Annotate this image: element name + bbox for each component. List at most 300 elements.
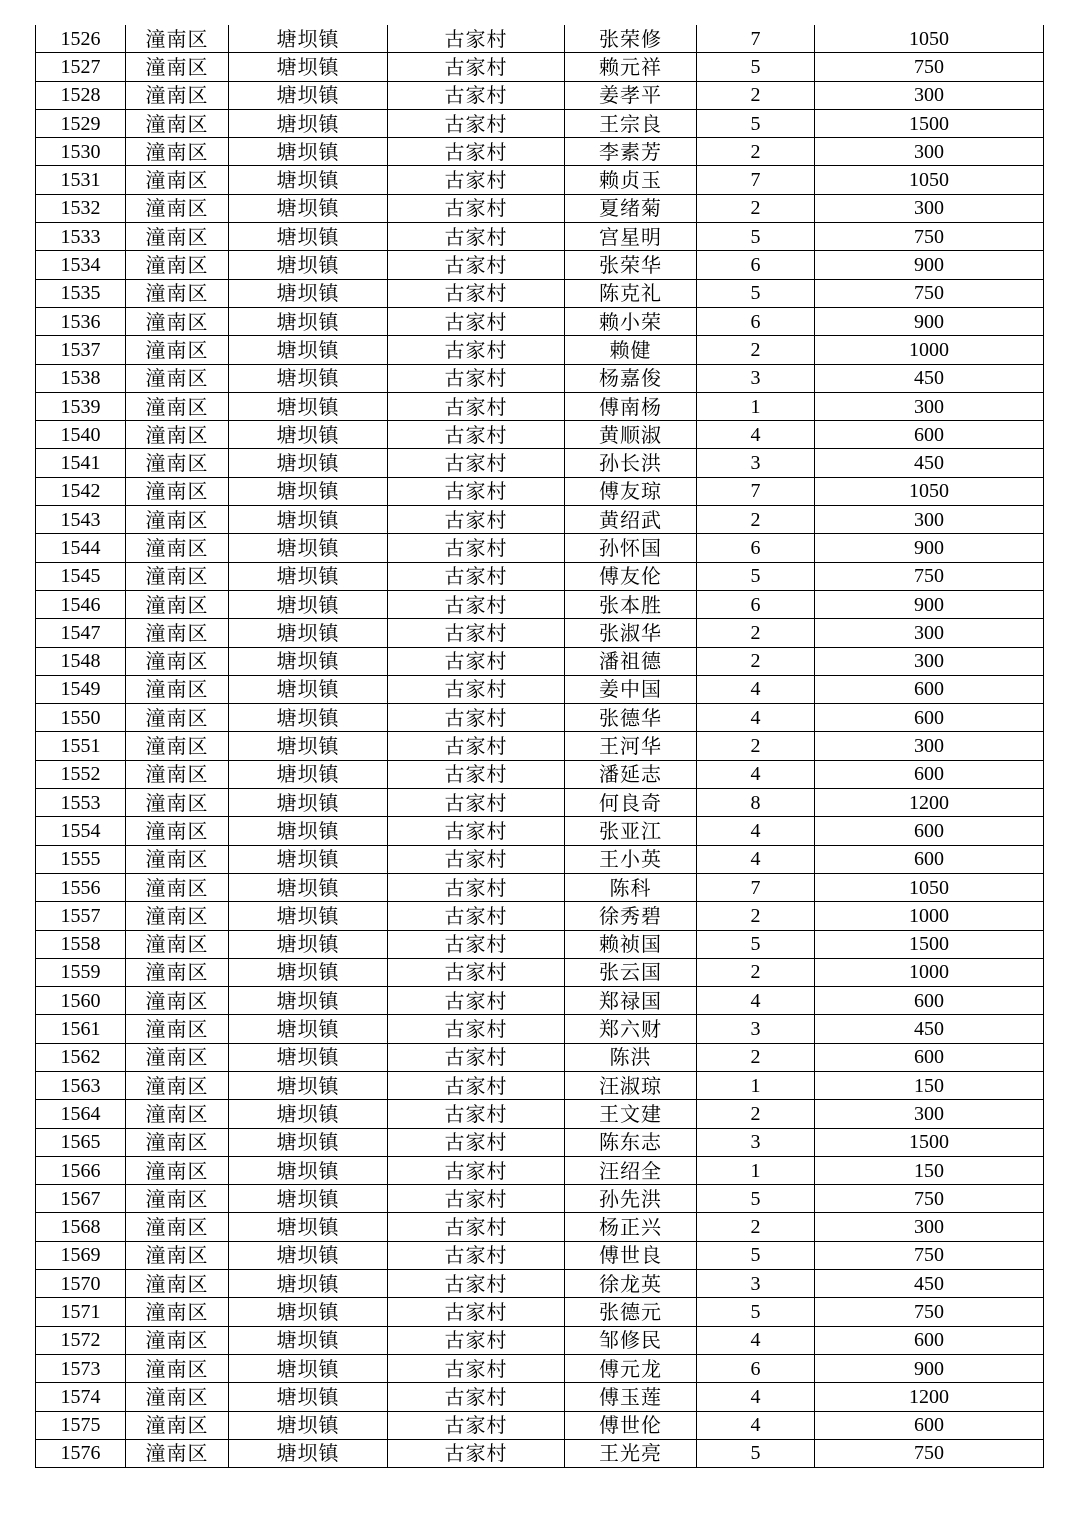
name-cell: 孙怀国 (565, 534, 697, 562)
village-cell: 古家村 (388, 1241, 565, 1269)
town-cell: 塘坝镇 (229, 562, 388, 590)
name-cell: 王光亮 (565, 1439, 697, 1467)
amount-cell: 1050 (815, 166, 1044, 194)
table-row (36, 1071, 1044, 1099)
household-size-cell: 4 (697, 1383, 815, 1411)
amount-cell: 1000 (815, 336, 1044, 364)
village-cell: 古家村 (388, 81, 565, 109)
table-row (36, 1128, 1044, 1156)
serial-number-cell: 1533 (36, 223, 126, 251)
name-cell: 王文建 (565, 1100, 697, 1128)
household-size-cell: 6 (697, 1354, 815, 1382)
town-cell: 塘坝镇 (229, 109, 388, 137)
village-cell: 古家村 (388, 817, 565, 845)
serial-number-cell: 1561 (36, 1015, 126, 1043)
name-cell: 傅世良 (565, 1241, 697, 1269)
serial-number-cell: 1531 (36, 166, 126, 194)
household-size-cell: 1 (697, 392, 815, 420)
name-cell: 陈东志 (565, 1128, 697, 1156)
name-cell: 张亚江 (565, 817, 697, 845)
village-cell: 古家村 (388, 477, 565, 505)
name-cell: 赖元祥 (565, 53, 697, 81)
village-cell: 古家村 (388, 1015, 565, 1043)
town-cell: 塘坝镇 (229, 590, 388, 618)
serial-number-cell: 1564 (36, 1100, 126, 1128)
serial-number-cell: 1550 (36, 704, 126, 732)
amount-cell: 900 (815, 1354, 1044, 1382)
district-cell: 潼南区 (126, 1439, 229, 1467)
amount-cell: 1500 (815, 930, 1044, 958)
town-cell: 塘坝镇 (229, 534, 388, 562)
name-cell: 陈洪 (565, 1043, 697, 1071)
village-cell: 古家村 (388, 392, 565, 420)
serial-number-cell: 1542 (36, 477, 126, 505)
district-cell: 潼南区 (126, 1213, 229, 1241)
name-cell: 傅友伦 (565, 562, 697, 590)
table-row (36, 166, 1044, 194)
table-row (36, 1241, 1044, 1269)
table-row (36, 53, 1044, 81)
household-size-cell: 2 (697, 1213, 815, 1241)
serial-number-cell: 1536 (36, 307, 126, 335)
village-cell: 古家村 (388, 704, 565, 732)
serial-number-cell: 1552 (36, 760, 126, 788)
household-size-cell: 7 (697, 166, 815, 194)
table-row (36, 817, 1044, 845)
household-size-cell: 5 (697, 109, 815, 137)
name-cell: 杨正兴 (565, 1213, 697, 1241)
town-cell: 塘坝镇 (229, 1298, 388, 1326)
household-size-cell: 5 (697, 1185, 815, 1213)
amount-cell: 450 (815, 1270, 1044, 1298)
village-cell: 古家村 (388, 1185, 565, 1213)
table-row (36, 873, 1044, 901)
amount-cell: 300 (815, 506, 1044, 534)
town-cell: 塘坝镇 (229, 251, 388, 279)
town-cell: 塘坝镇 (229, 53, 388, 81)
district-cell: 潼南区 (126, 1326, 229, 1354)
serial-number-cell: 1570 (36, 1270, 126, 1298)
district-cell: 潼南区 (126, 1383, 229, 1411)
serial-number-cell: 1532 (36, 194, 126, 222)
district-cell: 潼南区 (126, 704, 229, 732)
household-size-cell: 8 (697, 789, 815, 817)
village-cell: 古家村 (388, 194, 565, 222)
village-cell: 古家村 (388, 1071, 565, 1099)
name-cell: 赖祯国 (565, 930, 697, 958)
village-cell: 古家村 (388, 1326, 565, 1354)
serial-number-cell: 1530 (36, 138, 126, 166)
town-cell: 塘坝镇 (229, 1213, 388, 1241)
amount-cell: 1200 (815, 789, 1044, 817)
name-cell: 傅世伦 (565, 1411, 697, 1439)
serial-number-cell: 1571 (36, 1298, 126, 1326)
household-size-cell: 2 (697, 336, 815, 364)
village-cell: 古家村 (388, 53, 565, 81)
household-size-cell: 5 (697, 53, 815, 81)
district-cell: 潼南区 (126, 364, 229, 392)
village-cell: 古家村 (388, 364, 565, 392)
town-cell: 塘坝镇 (229, 25, 388, 53)
amount-cell: 750 (815, 562, 1044, 590)
household-size-cell: 4 (697, 817, 815, 845)
name-cell: 夏绪菊 (565, 194, 697, 222)
household-size-cell: 4 (697, 760, 815, 788)
amount-cell: 450 (815, 1015, 1044, 1043)
amount-cell: 300 (815, 1213, 1044, 1241)
name-cell: 张云国 (565, 958, 697, 986)
town-cell: 塘坝镇 (229, 138, 388, 166)
village-cell: 古家村 (388, 251, 565, 279)
district-cell: 潼南区 (126, 534, 229, 562)
amount-cell: 750 (815, 1241, 1044, 1269)
amount-cell: 150 (815, 1071, 1044, 1099)
village-cell: 古家村 (388, 1298, 565, 1326)
district-cell: 潼南区 (126, 506, 229, 534)
village-cell: 古家村 (388, 930, 565, 958)
serial-number-cell: 1547 (36, 619, 126, 647)
table-row (36, 477, 1044, 505)
serial-number-cell: 1528 (36, 81, 126, 109)
village-cell: 古家村 (388, 109, 565, 137)
name-cell: 赖小荣 (565, 307, 697, 335)
table-row (36, 449, 1044, 477)
district-cell: 潼南区 (126, 138, 229, 166)
table-row (36, 789, 1044, 817)
table-row (36, 109, 1044, 137)
village-cell: 古家村 (388, 987, 565, 1015)
amount-cell: 600 (815, 704, 1044, 732)
town-cell: 塘坝镇 (229, 987, 388, 1015)
amount-cell: 600 (815, 987, 1044, 1015)
town-cell: 塘坝镇 (229, 1411, 388, 1439)
district-cell: 潼南区 (126, 109, 229, 137)
district-cell: 潼南区 (126, 81, 229, 109)
name-cell: 王河华 (565, 732, 697, 760)
table-row (36, 251, 1044, 279)
town-cell: 塘坝镇 (229, 336, 388, 364)
district-cell: 潼南区 (126, 760, 229, 788)
table-row (36, 1043, 1044, 1071)
amount-cell: 900 (815, 590, 1044, 618)
village-cell: 古家村 (388, 675, 565, 703)
amount-cell: 450 (815, 449, 1044, 477)
serial-number-cell: 1537 (36, 336, 126, 364)
table-row (36, 958, 1044, 986)
district-cell: 潼南区 (126, 336, 229, 364)
household-size-cell: 4 (697, 704, 815, 732)
amount-cell: 750 (815, 223, 1044, 251)
table-row (36, 619, 1044, 647)
town-cell: 塘坝镇 (229, 789, 388, 817)
household-size-cell: 2 (697, 138, 815, 166)
village-cell: 古家村 (388, 534, 565, 562)
district-cell: 潼南区 (126, 958, 229, 986)
town-cell: 塘坝镇 (229, 1270, 388, 1298)
table-row (36, 675, 1044, 703)
name-cell: 陈克礼 (565, 279, 697, 307)
amount-cell: 1500 (815, 1128, 1044, 1156)
serial-number-cell: 1568 (36, 1213, 126, 1241)
table-row (36, 704, 1044, 732)
household-size-cell: 2 (697, 902, 815, 930)
household-size-cell: 5 (697, 279, 815, 307)
district-cell: 潼南区 (126, 1241, 229, 1269)
district-cell: 潼南区 (126, 902, 229, 930)
household-size-cell: 4 (697, 421, 815, 449)
serial-number-cell: 1546 (36, 590, 126, 618)
amount-cell: 750 (815, 1439, 1044, 1467)
household-size-cell: 3 (697, 1128, 815, 1156)
table-row (36, 279, 1044, 307)
village-cell: 古家村 (388, 619, 565, 647)
amount-cell: 750 (815, 279, 1044, 307)
village-cell: 古家村 (388, 958, 565, 986)
table-row (36, 81, 1044, 109)
village-cell: 古家村 (388, 902, 565, 930)
village-cell: 古家村 (388, 647, 565, 675)
town-cell: 塘坝镇 (229, 930, 388, 958)
town-cell: 塘坝镇 (229, 223, 388, 251)
table-row (36, 647, 1044, 675)
town-cell: 塘坝镇 (229, 1100, 388, 1128)
town-cell: 塘坝镇 (229, 364, 388, 392)
amount-cell: 300 (815, 81, 1044, 109)
table-row (36, 223, 1044, 251)
table-body (36, 25, 1044, 1468)
table-row (36, 1326, 1044, 1354)
district-cell: 潼南区 (126, 590, 229, 618)
table-row (36, 732, 1044, 760)
serial-number-cell: 1548 (36, 647, 126, 675)
district-cell: 潼南区 (126, 1411, 229, 1439)
village-cell: 古家村 (388, 789, 565, 817)
household-size-cell: 3 (697, 364, 815, 392)
serial-number-cell: 1560 (36, 987, 126, 1015)
district-cell: 潼南区 (126, 421, 229, 449)
town-cell: 塘坝镇 (229, 1015, 388, 1043)
household-size-cell: 6 (697, 251, 815, 279)
village-cell: 古家村 (388, 279, 565, 307)
town-cell: 塘坝镇 (229, 506, 388, 534)
town-cell: 塘坝镇 (229, 1043, 388, 1071)
household-size-cell: 7 (697, 873, 815, 901)
household-size-cell: 5 (697, 1298, 815, 1326)
village-cell: 古家村 (388, 590, 565, 618)
town-cell: 塘坝镇 (229, 817, 388, 845)
table-row (36, 845, 1044, 873)
serial-number-cell: 1535 (36, 279, 126, 307)
household-size-cell: 5 (697, 1439, 815, 1467)
serial-number-cell: 1576 (36, 1439, 126, 1467)
name-cell: 陈科 (565, 873, 697, 901)
table-row (36, 1411, 1044, 1439)
amount-cell: 1200 (815, 1383, 1044, 1411)
town-cell: 塘坝镇 (229, 619, 388, 647)
amount-cell: 1000 (815, 958, 1044, 986)
amount-cell: 300 (815, 732, 1044, 760)
town-cell: 塘坝镇 (229, 1185, 388, 1213)
town-cell: 塘坝镇 (229, 392, 388, 420)
table-row (36, 392, 1044, 420)
name-cell: 徐龙英 (565, 1270, 697, 1298)
district-cell: 潼南区 (126, 675, 229, 703)
serial-number-cell: 1573 (36, 1354, 126, 1382)
serial-number-cell: 1559 (36, 958, 126, 986)
district-cell: 潼南区 (126, 1156, 229, 1184)
district-cell: 潼南区 (126, 1354, 229, 1382)
town-cell: 塘坝镇 (229, 81, 388, 109)
amount-cell: 1050 (815, 477, 1044, 505)
name-cell: 宫星明 (565, 223, 697, 251)
name-cell: 李素芳 (565, 138, 697, 166)
district-cell: 潼南区 (126, 619, 229, 647)
district-cell: 潼南区 (126, 25, 229, 53)
household-size-cell: 6 (697, 307, 815, 335)
name-cell: 张荣修 (565, 25, 697, 53)
table-row (36, 506, 1044, 534)
district-cell: 潼南区 (126, 562, 229, 590)
household-size-cell: 2 (697, 647, 815, 675)
serial-number-cell: 1541 (36, 449, 126, 477)
table-row (36, 1354, 1044, 1382)
district-cell: 潼南区 (126, 251, 229, 279)
town-cell: 塘坝镇 (229, 421, 388, 449)
serial-number-cell: 1566 (36, 1156, 126, 1184)
amount-cell: 300 (815, 392, 1044, 420)
name-cell: 黄顺淑 (565, 421, 697, 449)
village-cell: 古家村 (388, 1043, 565, 1071)
district-cell: 潼南区 (126, 1071, 229, 1099)
town-cell: 塘坝镇 (229, 1071, 388, 1099)
household-size-cell: 2 (697, 81, 815, 109)
name-cell: 张德元 (565, 1298, 697, 1326)
district-cell: 潼南区 (126, 1043, 229, 1071)
table-row (36, 1156, 1044, 1184)
table-row (36, 902, 1044, 930)
district-cell: 潼南区 (126, 53, 229, 81)
district-cell: 潼南区 (126, 449, 229, 477)
household-size-cell: 1 (697, 1156, 815, 1184)
serial-number-cell: 1575 (36, 1411, 126, 1439)
town-cell: 塘坝镇 (229, 1156, 388, 1184)
table-row (36, 138, 1044, 166)
serial-number-cell: 1543 (36, 506, 126, 534)
household-size-cell: 5 (697, 930, 815, 958)
district-cell: 潼南区 (126, 477, 229, 505)
district-cell: 潼南区 (126, 279, 229, 307)
district-cell: 潼南区 (126, 166, 229, 194)
name-cell: 傅玉莲 (565, 1383, 697, 1411)
serial-number-cell: 1551 (36, 732, 126, 760)
amount-cell: 750 (815, 1298, 1044, 1326)
district-cell: 潼南区 (126, 789, 229, 817)
village-cell: 古家村 (388, 307, 565, 335)
serial-number-cell: 1565 (36, 1128, 126, 1156)
serial-number-cell: 1527 (36, 53, 126, 81)
amount-cell: 300 (815, 619, 1044, 647)
village-cell: 古家村 (388, 1128, 565, 1156)
town-cell: 塘坝镇 (229, 1326, 388, 1354)
name-cell: 张荣华 (565, 251, 697, 279)
household-size-cell: 3 (697, 1015, 815, 1043)
household-size-cell: 2 (697, 732, 815, 760)
household-size-cell: 2 (697, 619, 815, 647)
household-size-cell: 4 (697, 987, 815, 1015)
table-row (36, 1270, 1044, 1298)
household-size-cell: 2 (697, 194, 815, 222)
name-cell: 潘祖德 (565, 647, 697, 675)
serial-number-cell: 1540 (36, 421, 126, 449)
village-cell: 古家村 (388, 1100, 565, 1128)
table-row (36, 1383, 1044, 1411)
serial-number-cell: 1574 (36, 1383, 126, 1411)
village-cell: 古家村 (388, 336, 565, 364)
household-size-cell: 5 (697, 1241, 815, 1269)
name-cell: 张淑华 (565, 619, 697, 647)
table-row (36, 307, 1044, 335)
town-cell: 塘坝镇 (229, 902, 388, 930)
amount-cell: 600 (815, 845, 1044, 873)
name-cell: 黄绍武 (565, 506, 697, 534)
household-size-cell: 2 (697, 1043, 815, 1071)
table-row (36, 421, 1044, 449)
household-size-cell: 5 (697, 223, 815, 251)
household-size-cell: 5 (697, 562, 815, 590)
name-cell: 汪淑琼 (565, 1071, 697, 1099)
name-cell: 傅元龙 (565, 1354, 697, 1382)
amount-cell: 1000 (815, 902, 1044, 930)
district-cell: 潼南区 (126, 223, 229, 251)
table-row (36, 987, 1044, 1015)
household-size-cell: 4 (697, 675, 815, 703)
town-cell: 塘坝镇 (229, 1128, 388, 1156)
village-cell: 古家村 (388, 506, 565, 534)
serial-number-cell: 1534 (36, 251, 126, 279)
amount-cell: 750 (815, 1185, 1044, 1213)
table-row (36, 364, 1044, 392)
district-cell: 潼南区 (126, 930, 229, 958)
household-size-cell: 4 (697, 845, 815, 873)
village-cell: 古家村 (388, 421, 565, 449)
household-size-cell: 2 (697, 958, 815, 986)
village-cell: 古家村 (388, 25, 565, 53)
serial-number-cell: 1569 (36, 1241, 126, 1269)
district-cell: 潼南区 (126, 1270, 229, 1298)
name-cell: 邹修民 (565, 1326, 697, 1354)
town-cell: 塘坝镇 (229, 194, 388, 222)
serial-number-cell: 1538 (36, 364, 126, 392)
village-cell: 古家村 (388, 166, 565, 194)
village-cell: 古家村 (388, 1411, 565, 1439)
village-cell: 古家村 (388, 138, 565, 166)
amount-cell: 900 (815, 534, 1044, 562)
town-cell: 塘坝镇 (229, 1354, 388, 1382)
town-cell: 塘坝镇 (229, 732, 388, 760)
village-cell: 古家村 (388, 223, 565, 251)
table-row (36, 1185, 1044, 1213)
village-cell: 古家村 (388, 1354, 565, 1382)
name-cell: 潘延志 (565, 760, 697, 788)
district-cell: 潼南区 (126, 647, 229, 675)
town-cell: 塘坝镇 (229, 845, 388, 873)
town-cell: 塘坝镇 (229, 307, 388, 335)
serial-number-cell: 1553 (36, 789, 126, 817)
district-cell: 潼南区 (126, 194, 229, 222)
name-cell: 郑六财 (565, 1015, 697, 1043)
amount-cell: 450 (815, 364, 1044, 392)
serial-number-cell: 1539 (36, 392, 126, 420)
